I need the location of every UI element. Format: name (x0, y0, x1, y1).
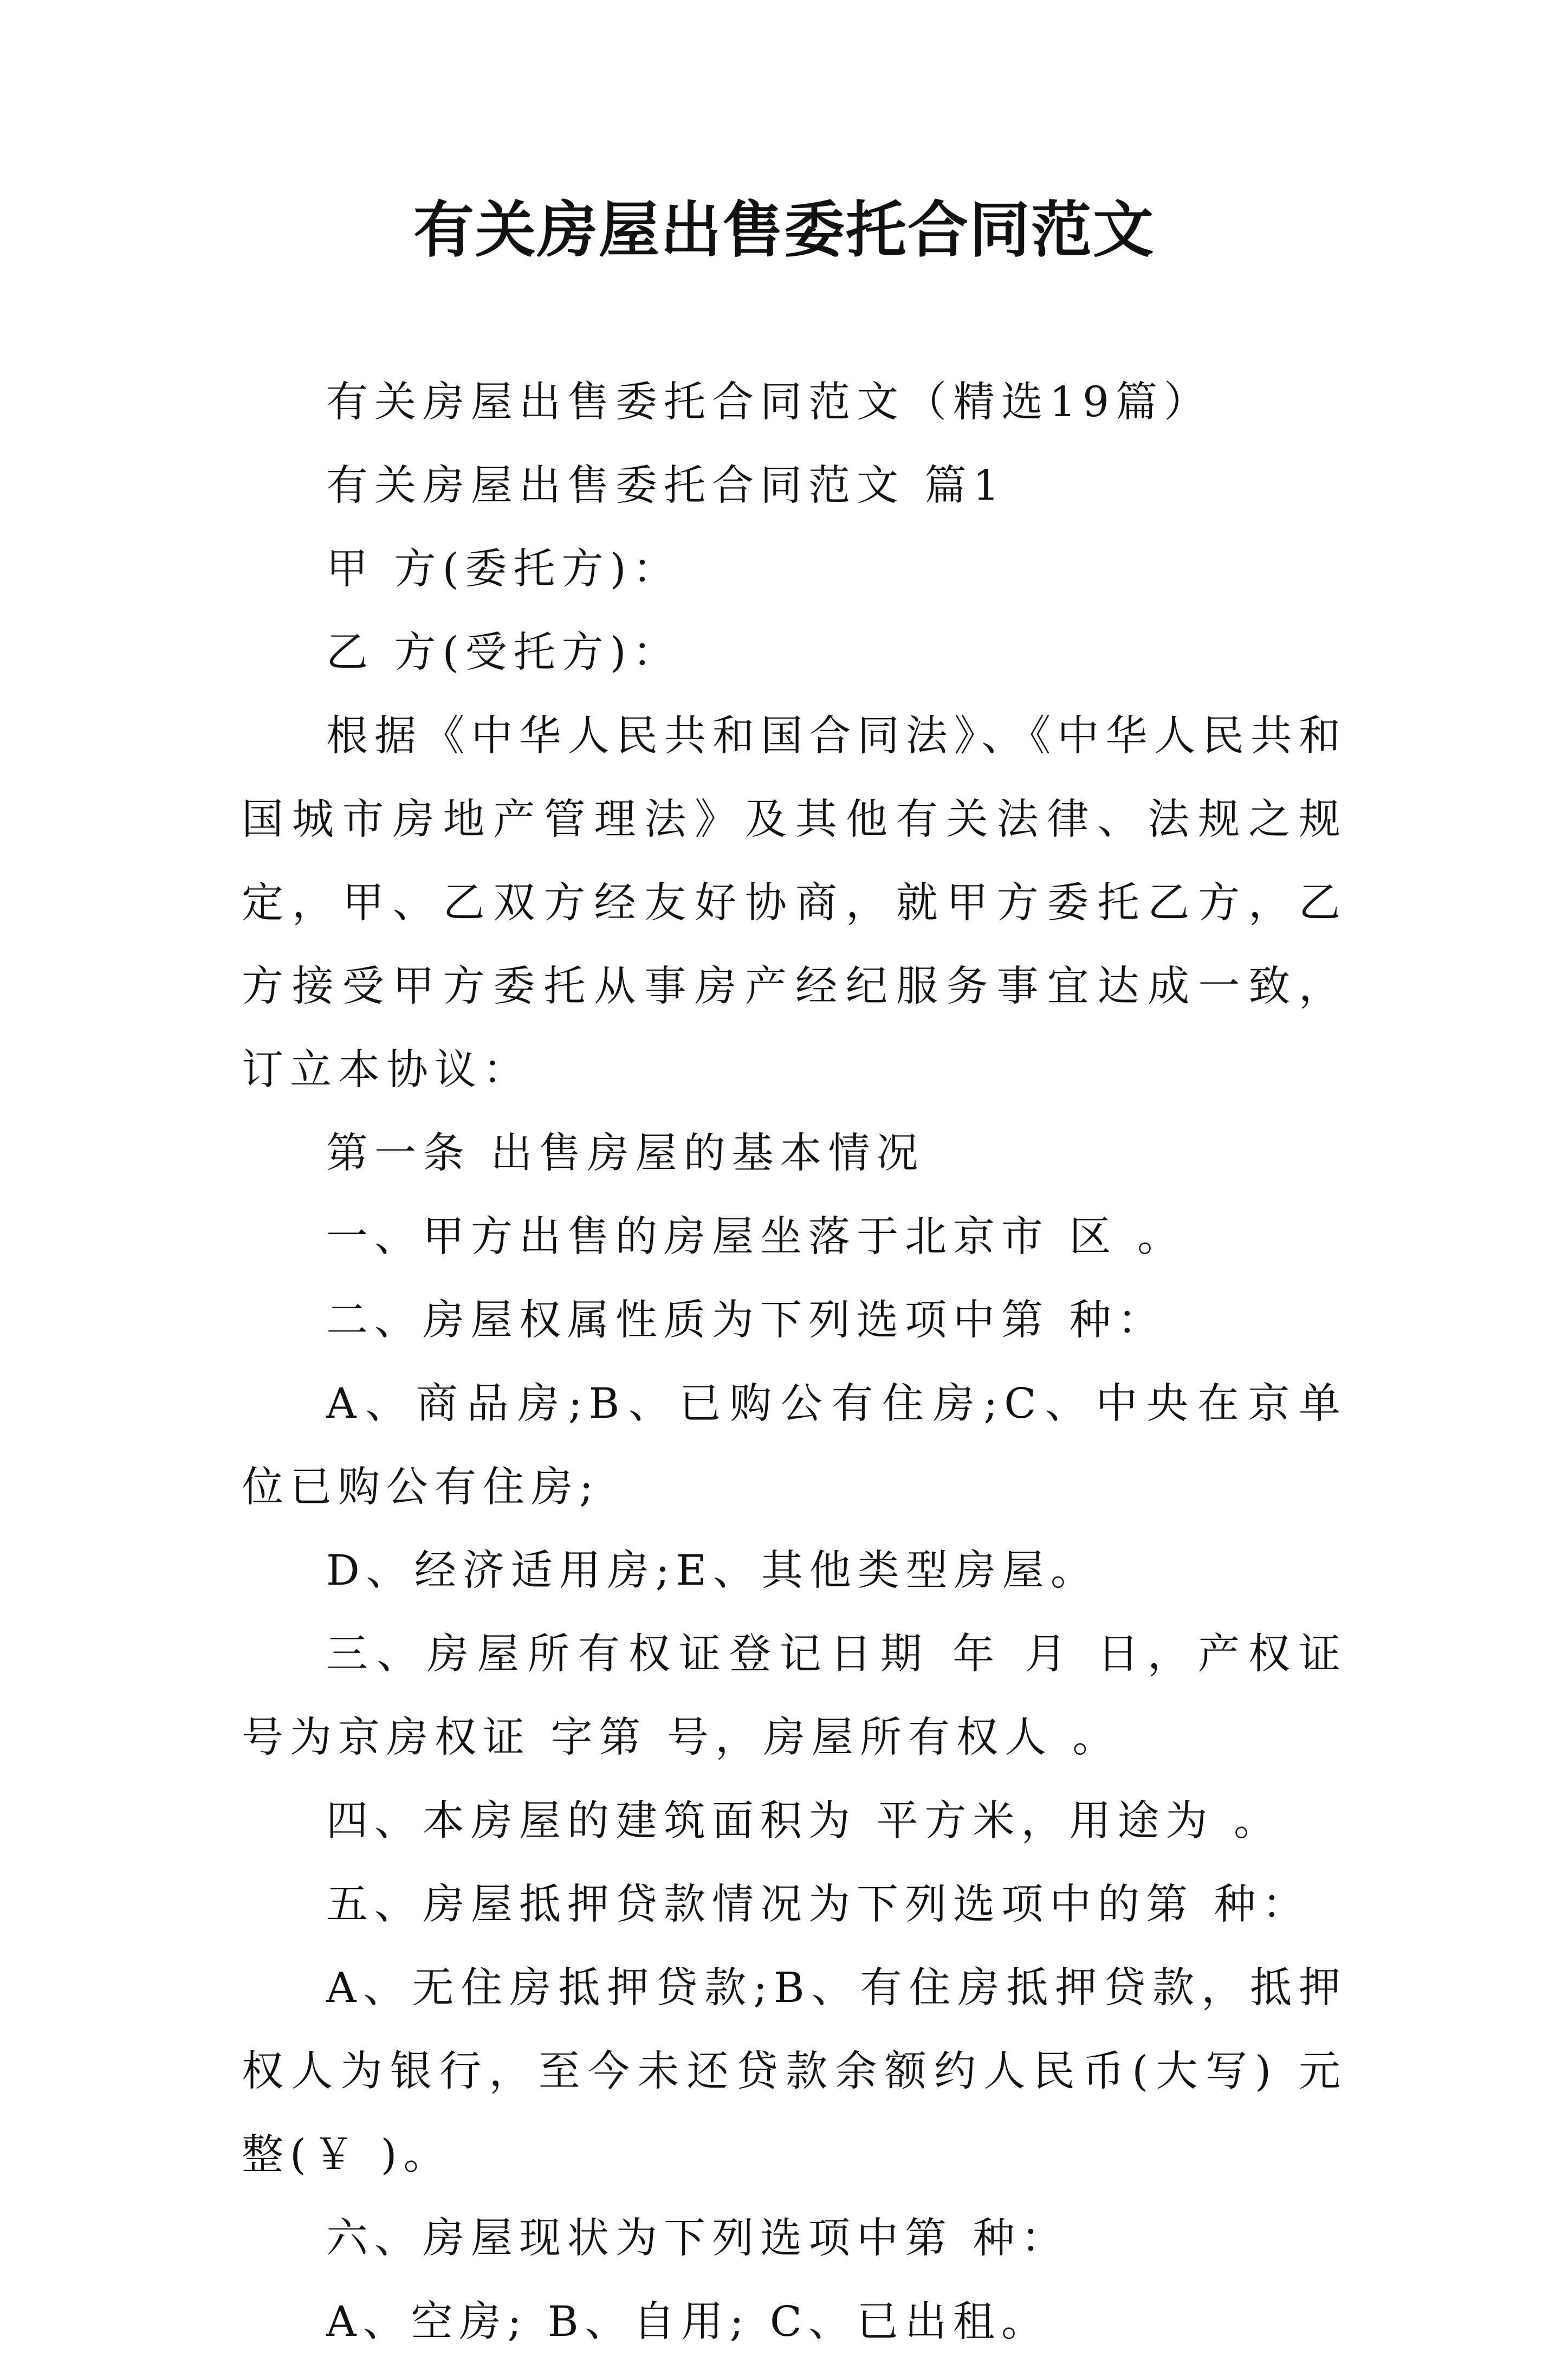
paragraph: 乙 方(受托方)： (326, 629, 681, 677)
paragraph: 根据《中华人民共和国合同法》、《中华人民共和国城市房地产管理法》及其他有关法律、法规之规定，甲、乙双方经友好协商，就甲方委托乙方，乙方接受甲方委托从事房产经纪服务事宜达成一致，订立本协议： (242, 712, 1347, 1094)
paragraph: D、经济适用房;E、其他类型房屋。 (326, 1547, 1099, 1595)
document-body (242, 361, 1347, 2364)
paragraph: 有关房屋出售委托合同范文（精选19篇） (326, 378, 1212, 427)
paragraph: 六、房屋现状为下列选项中第 种： (326, 2214, 1070, 2263)
paragraph: 一、甲方出售的房屋坐落于北京市 区 。 (326, 1213, 1185, 1261)
paragraph: 四、本房屋的建筑面积为 平方米，用途为 。 (326, 1797, 1282, 1845)
paragraph: 五、房屋抵押贷款情况为下列选项中的第 种： (326, 1881, 1311, 1929)
paragraph: 第一条 出售房屋的基本情况 (326, 1129, 925, 1178)
document-title: 有关房屋出售委托合同范文 (413, 195, 1155, 266)
paragraph: 二、房屋权属性质为下列选项中第 种： (326, 1296, 1166, 1345)
paragraph: 甲 方(委托方)： (326, 545, 681, 593)
paragraph: 有关房屋出售委托合同范文 篇1 (326, 462, 1006, 510)
paragraph: A、商品房;B、已购公有住房;C、中央在京单位已购公有住房; (242, 1380, 1347, 1512)
paragraph: A、空房; B、自用; C、已出租。 (326, 2298, 1049, 2346)
paragraph: 三、房屋所有权证登记日期 年 月 日，产权证号为京房权证 字第 号，房屋所有权人 。 (242, 1630, 1347, 1762)
paragraph: A、无住房抵押贷款;B、有住房抵押贷款，抵押权人为银行，至今未还贷款余额约人民币(大写) 元整(￥ )。 (242, 1964, 1347, 2179)
